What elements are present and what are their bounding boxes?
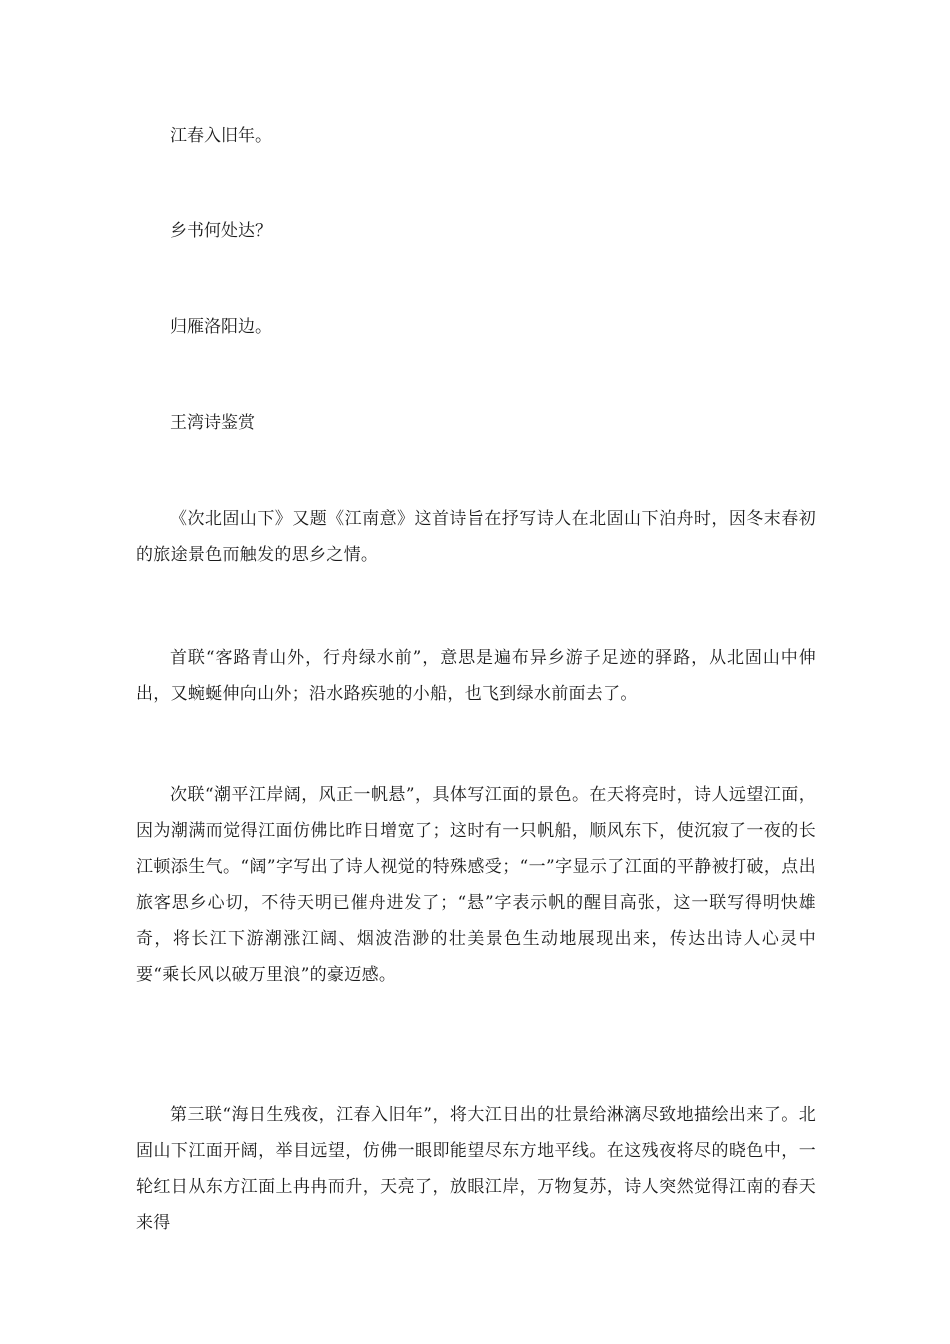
poem-line: 江春入旧年。: [170, 126, 272, 146]
poem-line: 归雁洛阳边。: [170, 317, 272, 337]
paragraph-first-couplet: 首联“客路青山外，行舟绿水前”，意思是遍布异乡游子足迹的驿路，从北固山中伸出，又蜿蜒伸向山外；沿水路疾驰的小船，也飞到绿水前面去了。: [136, 648, 816, 704]
section-heading: 王湾诗鉴赏: [170, 413, 255, 433]
paragraph-second-couplet: 次联“潮平江岸阔，风正一帆悬”，具体写江面的景色。在天将亮时，诗人远望江面，因为潮满而觉得江面仿佛比昨日增宽了；这时有一只帆船，顺风东下，使沉寂了一夜的长江顿添生气。“阔”字写出了诗人视觉的特殊感受；“一”字显示了江面的平静被打破，点出旅客思乡心切，不待天明已催舟进发了；“悬”字表示帆的醒目高张，这一联写得明快雄奇，将长江下游潮涨江阔、烟波浩渺的壮美景色生动地展现出来，传达出诗人心灵中要“乘长风以破万里浪”的豪迈感。: [136, 785, 816, 985]
paragraph-third-couplet: 第三联“海日生残夜，江春入旧年”，将大江日出的壮景给淋漓尽致地描绘出来了。北固山下江面开阔，举目远望，仿佛一眼即能望尽东方地平线。在这残夜将尽的晓色中，一轮红日从东方江面上冉冉而升，天亮了，放眼江岸，万物复苏，诗人突然觉得江南的春天来得: [136, 1105, 816, 1233]
paragraph-intro: 《次北固山下》又题《江南意》这首诗旨在抒写诗人在北固山下泊舟时，因冬末春初的旅途景色而触发的思乡之情。: [136, 509, 816, 565]
poem-line: 乡书何处达？: [170, 221, 272, 241]
